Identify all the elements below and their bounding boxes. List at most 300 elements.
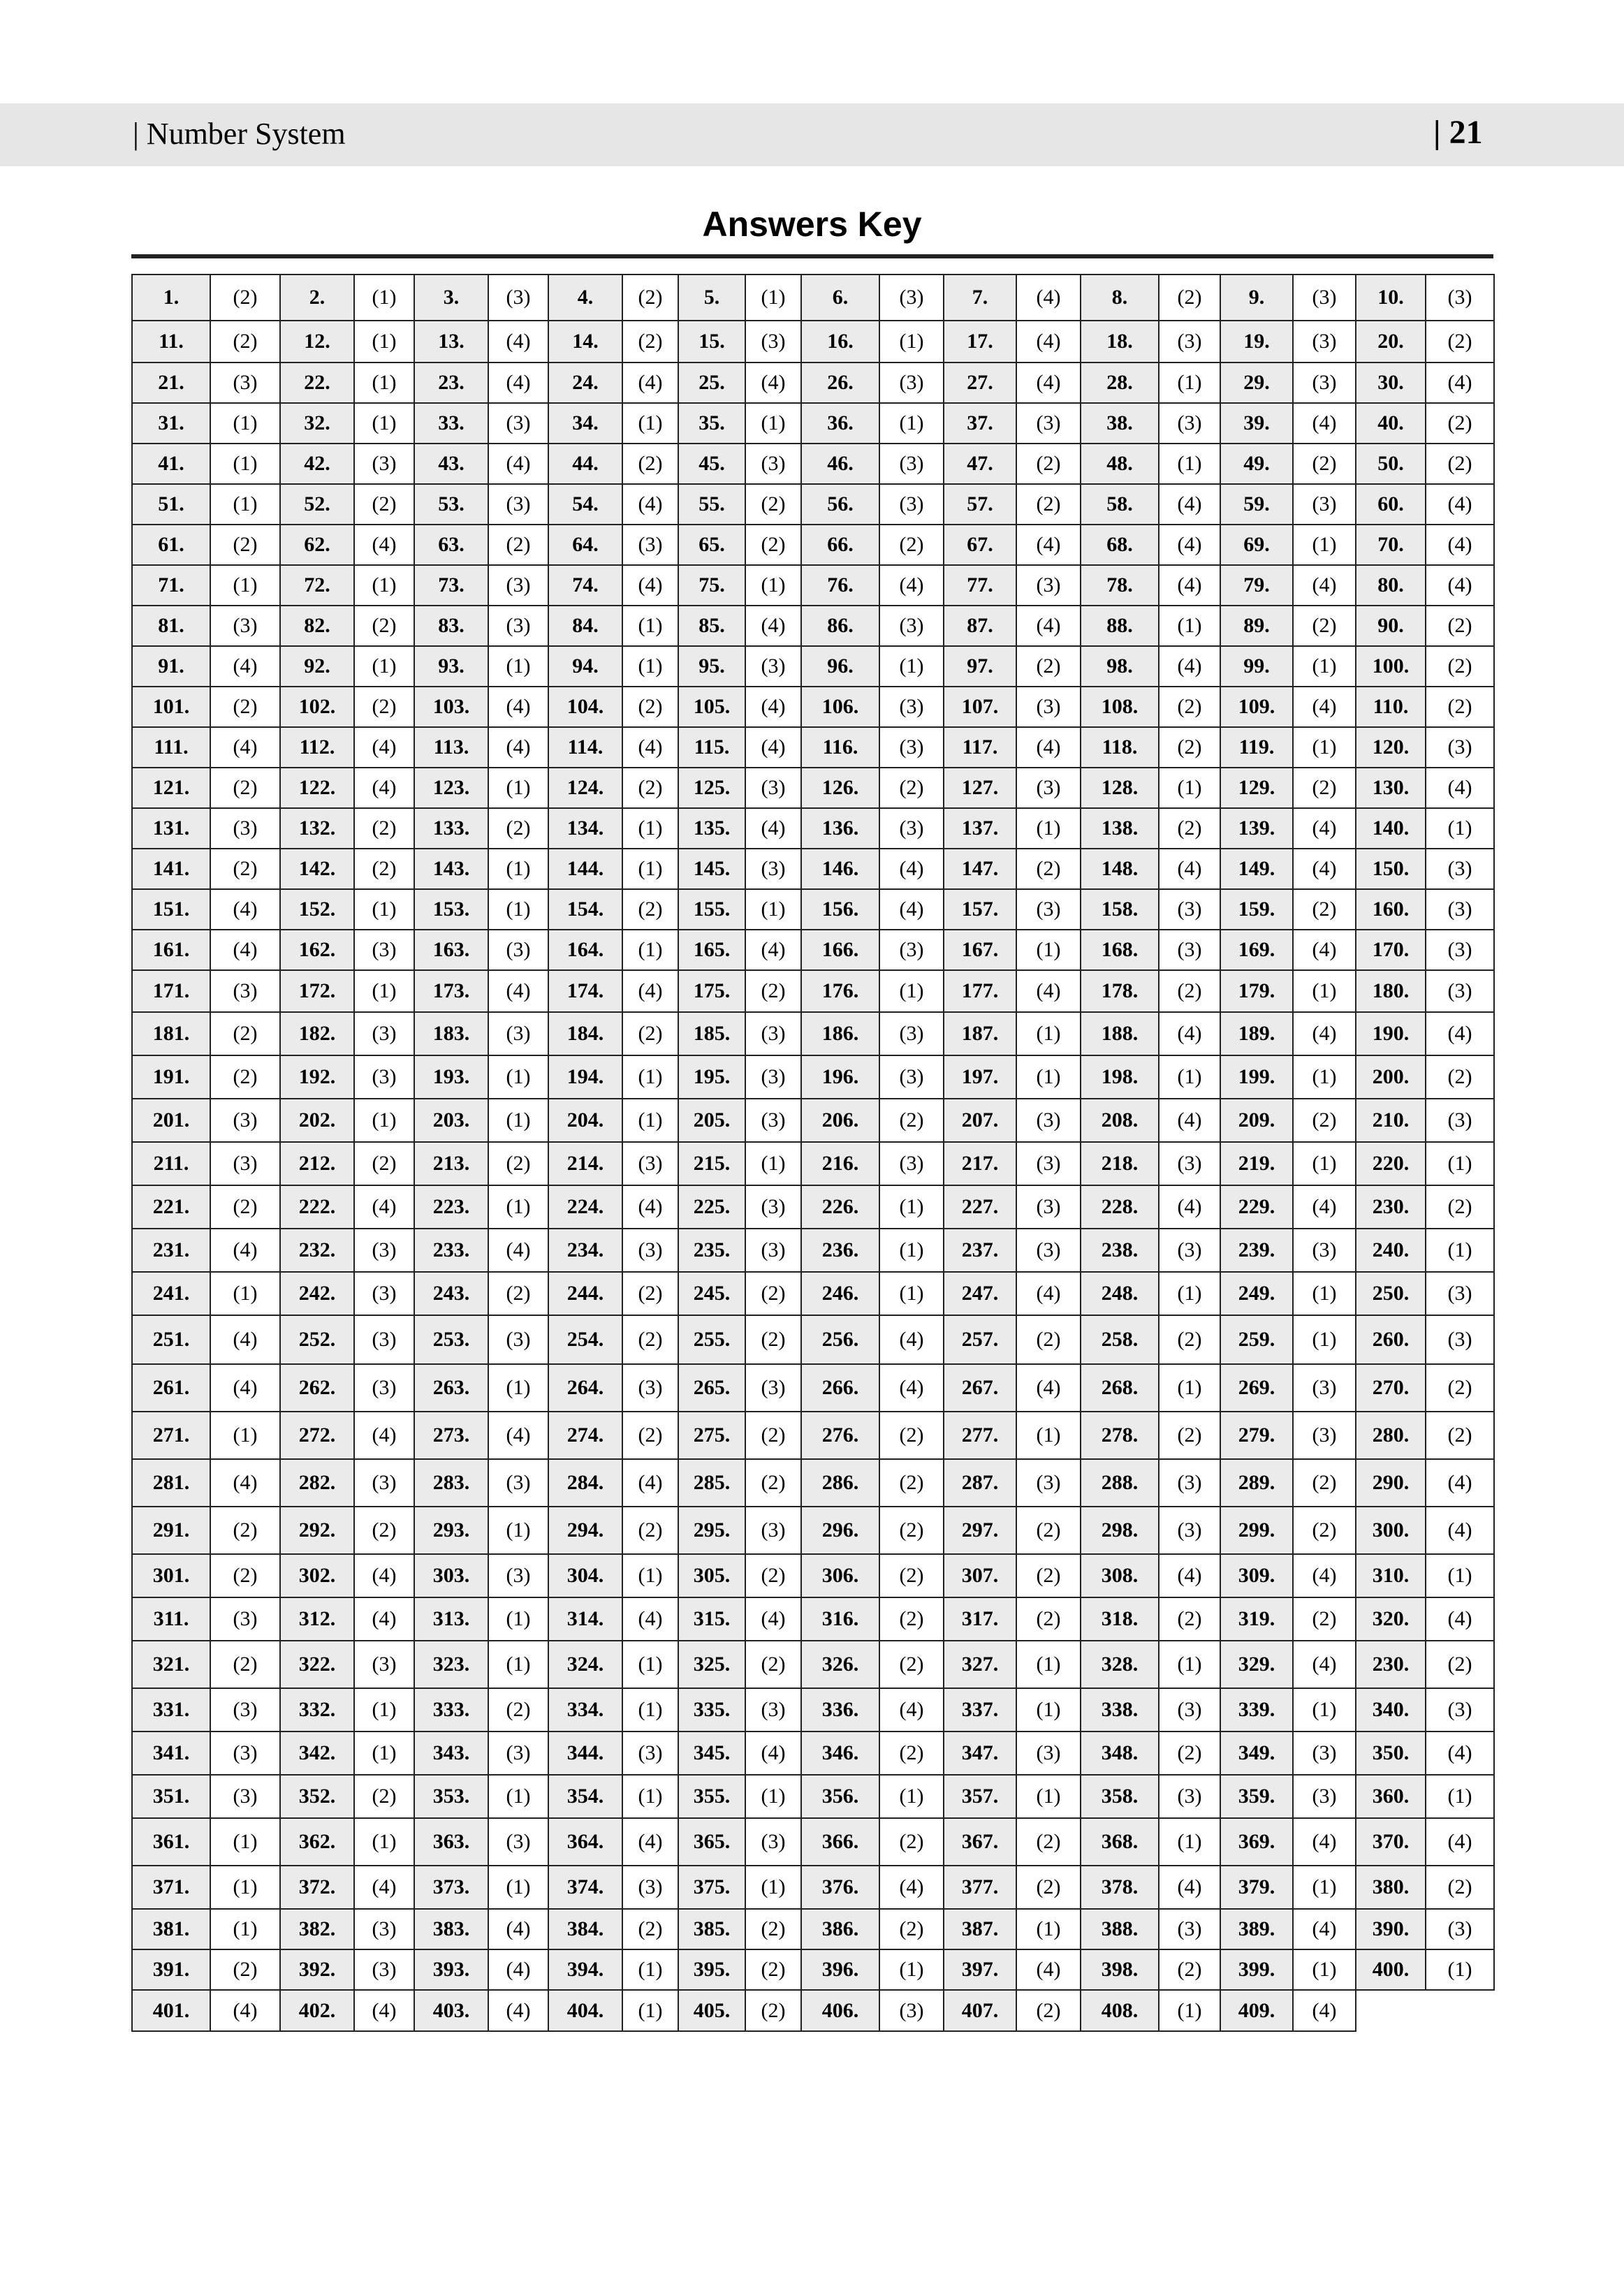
answer-option: (1) bbox=[488, 1507, 548, 1554]
answer-option: (1) bbox=[210, 1412, 280, 1459]
question-number: 191. bbox=[132, 1055, 210, 1099]
answer-option: (2) bbox=[622, 1272, 678, 1315]
question-number: 231. bbox=[132, 1229, 210, 1272]
answer-option: (2) bbox=[622, 687, 678, 727]
question-number: 8. bbox=[1081, 274, 1159, 321]
answer-option: (1) bbox=[879, 1229, 944, 1272]
answer-option: (3) bbox=[745, 1364, 801, 1412]
answer-option: (1) bbox=[354, 1688, 414, 1732]
question-number: 350. bbox=[1356, 1732, 1426, 1775]
answer-option: (3) bbox=[879, 606, 944, 646]
table-row bbox=[132, 727, 1494, 768]
answer-option: (2) bbox=[354, 606, 414, 646]
question-number: 164. bbox=[548, 930, 622, 970]
answer-option: (3) bbox=[622, 1142, 678, 1185]
question-number: 391. bbox=[132, 1949, 210, 1990]
table-row bbox=[132, 1315, 1494, 1364]
question-number: 373. bbox=[414, 1866, 488, 1909]
answer-option: (1) bbox=[354, 363, 414, 403]
answer-option: (2) bbox=[210, 687, 280, 727]
answer-option: (1) bbox=[210, 444, 280, 484]
question-number: 384. bbox=[548, 1909, 622, 1949]
question-number: 353. bbox=[414, 1775, 488, 1818]
question-number: 52. bbox=[280, 484, 354, 525]
question-number: 137. bbox=[944, 808, 1016, 849]
answer-option: (2) bbox=[622, 768, 678, 808]
question-number: 252. bbox=[280, 1315, 354, 1364]
question-number: 99. bbox=[1220, 646, 1293, 687]
answer-option: (1) bbox=[622, 1554, 678, 1597]
question-number: 356. bbox=[801, 1775, 879, 1818]
answer-option: (3) bbox=[1293, 484, 1356, 525]
question-number: 256. bbox=[801, 1315, 879, 1364]
question-number: 297. bbox=[944, 1507, 1016, 1554]
answer-option: (1) bbox=[1159, 1364, 1220, 1412]
question-number: 202. bbox=[280, 1099, 354, 1142]
answer-option: (4) bbox=[354, 1866, 414, 1909]
question-number: 28. bbox=[1081, 363, 1159, 403]
question-number: 368. bbox=[1081, 1818, 1159, 1866]
answer-option: (1) bbox=[1016, 930, 1081, 970]
answer-option: (3) bbox=[210, 1775, 280, 1818]
table-row bbox=[132, 1272, 1494, 1315]
answer-option: (2) bbox=[1159, 687, 1220, 727]
question-number: 271. bbox=[132, 1412, 210, 1459]
table-row bbox=[132, 1099, 1494, 1142]
answer-option: (3) bbox=[879, 808, 944, 849]
table-row bbox=[132, 1949, 1494, 1990]
question-number: 174. bbox=[548, 970, 622, 1012]
question-number: 246. bbox=[801, 1272, 879, 1315]
table-row bbox=[132, 1364, 1494, 1412]
answer-option: (2) bbox=[622, 274, 678, 321]
question-number: 106. bbox=[801, 687, 879, 727]
question-number: 382. bbox=[280, 1909, 354, 1949]
question-number: 41. bbox=[132, 444, 210, 484]
answer-option: (4) bbox=[1426, 768, 1494, 808]
answer-option: (3) bbox=[622, 525, 678, 565]
answer-option: (4) bbox=[1159, 1099, 1220, 1142]
answer-option: (1) bbox=[1016, 1012, 1081, 1055]
answer-option: (4) bbox=[1426, 1012, 1494, 1055]
answer-option: (3) bbox=[210, 1688, 280, 1732]
question-number: 177. bbox=[944, 970, 1016, 1012]
question-number: 366. bbox=[801, 1818, 879, 1866]
answer-option: (1) bbox=[1293, 1315, 1356, 1364]
answer-option: (1) bbox=[622, 930, 678, 970]
question-number: 243. bbox=[414, 1272, 488, 1315]
table-row bbox=[132, 1866, 1494, 1909]
answer-option: (4) bbox=[354, 1185, 414, 1229]
question-number: 260. bbox=[1356, 1315, 1426, 1364]
answer-option: (4) bbox=[1293, 1909, 1356, 1949]
question-number: 96. bbox=[801, 646, 879, 687]
answer-option: (3) bbox=[745, 1688, 801, 1732]
answer-option: (2) bbox=[1293, 1597, 1356, 1641]
answer-option: (2) bbox=[1293, 444, 1356, 484]
answer-option: (4) bbox=[488, 1229, 548, 1272]
answer-option: (1) bbox=[1426, 1229, 1494, 1272]
answer-option: (2) bbox=[210, 1949, 280, 1990]
answer-option: (2) bbox=[1159, 1315, 1220, 1364]
question-number: 58. bbox=[1081, 484, 1159, 525]
answer-option: (1) bbox=[1159, 606, 1220, 646]
answer-option: (2) bbox=[354, 1507, 414, 1554]
question-number: 10. bbox=[1356, 274, 1426, 321]
question-number: 121. bbox=[132, 768, 210, 808]
answer-option: (1) bbox=[488, 1866, 548, 1909]
question-number: 249. bbox=[1220, 1272, 1293, 1315]
answer-option: (2) bbox=[1016, 484, 1081, 525]
question-number: 119. bbox=[1220, 727, 1293, 768]
question-number: 141. bbox=[132, 849, 210, 889]
answer-option: (2) bbox=[1159, 808, 1220, 849]
question-number: 205. bbox=[678, 1099, 745, 1142]
question-number: 48. bbox=[1081, 444, 1159, 484]
answer-option: (3) bbox=[488, 1554, 548, 1597]
answer-option: (1) bbox=[879, 321, 944, 363]
question-number: 370. bbox=[1356, 1818, 1426, 1866]
question-number: 116. bbox=[801, 727, 879, 768]
answer-option: (1) bbox=[1159, 1818, 1220, 1866]
answer-option: (1) bbox=[210, 1272, 280, 1315]
question-number: 216. bbox=[801, 1142, 879, 1185]
question-number: 60. bbox=[1356, 484, 1426, 525]
answer-option: (4) bbox=[1293, 1641, 1356, 1688]
question-number: 275. bbox=[678, 1412, 745, 1459]
table-row bbox=[132, 970, 1494, 1012]
question-number: 267. bbox=[944, 1364, 1016, 1412]
answer-option: (3) bbox=[488, 1818, 548, 1866]
question-number: 140. bbox=[1356, 808, 1426, 849]
question-number: 237. bbox=[944, 1229, 1016, 1272]
question-number: 386. bbox=[801, 1909, 879, 1949]
answer-option: (2) bbox=[1293, 768, 1356, 808]
answer-option: (1) bbox=[1293, 970, 1356, 1012]
question-number: 334. bbox=[548, 1688, 622, 1732]
answer-option: (1) bbox=[622, 1688, 678, 1732]
answer-option: (4) bbox=[622, 970, 678, 1012]
answer-option: (4) bbox=[1293, 687, 1356, 727]
question-number: 318. bbox=[1081, 1597, 1159, 1641]
answer-option: (2) bbox=[1293, 889, 1356, 930]
question-number: 151. bbox=[132, 889, 210, 930]
answer-option: (3) bbox=[879, 484, 944, 525]
question-number: 155. bbox=[678, 889, 745, 930]
page-number: | 21 bbox=[1433, 114, 1483, 151]
answer-option: (3) bbox=[1426, 1315, 1494, 1364]
question-number: 64. bbox=[548, 525, 622, 565]
table-row bbox=[132, 1412, 1494, 1459]
question-number: 126. bbox=[801, 768, 879, 808]
answer-option: (3) bbox=[879, 444, 944, 484]
question-number: 57. bbox=[944, 484, 1016, 525]
question-number: 322. bbox=[280, 1641, 354, 1688]
answer-key-table bbox=[131, 274, 1495, 2032]
question-number: 240. bbox=[1356, 1229, 1426, 1272]
question-number: 27. bbox=[944, 363, 1016, 403]
answer-option: (2) bbox=[879, 1507, 944, 1554]
answer-option: (1) bbox=[622, 849, 678, 889]
question-number: 194. bbox=[548, 1055, 622, 1099]
question-number: 312. bbox=[280, 1597, 354, 1641]
answer-option: (3) bbox=[488, 403, 548, 444]
answer-option: (4) bbox=[488, 1909, 548, 1949]
question-number: 50. bbox=[1356, 444, 1426, 484]
question-number: 266. bbox=[801, 1364, 879, 1412]
question-number: 85. bbox=[678, 606, 745, 646]
answer-option: (2) bbox=[879, 1818, 944, 1866]
question-number: 72. bbox=[280, 565, 354, 606]
question-number: 398. bbox=[1081, 1949, 1159, 1990]
question-number: 396. bbox=[801, 1949, 879, 1990]
answer-option: (1) bbox=[210, 1909, 280, 1949]
question-number: 380. bbox=[1356, 1866, 1426, 1909]
question-number: 181. bbox=[132, 1012, 210, 1055]
question-number: 347. bbox=[944, 1732, 1016, 1775]
question-number: 55. bbox=[678, 484, 745, 525]
answer-option: (3) bbox=[745, 1099, 801, 1142]
table-row bbox=[132, 606, 1494, 646]
answer-option: (3) bbox=[1293, 1775, 1356, 1818]
answer-option: (2) bbox=[1293, 1459, 1356, 1507]
question-number: 311. bbox=[132, 1597, 210, 1641]
question-number: 298. bbox=[1081, 1507, 1159, 1554]
answer-option: (1) bbox=[488, 1597, 548, 1641]
answer-option: (3) bbox=[622, 1866, 678, 1909]
answer-option: (1) bbox=[488, 1641, 548, 1688]
answer-option: (3) bbox=[1016, 1142, 1081, 1185]
question-number: 387. bbox=[944, 1909, 1016, 1949]
question-number: 171. bbox=[132, 970, 210, 1012]
answer-option: (1) bbox=[622, 646, 678, 687]
question-number: 183. bbox=[414, 1012, 488, 1055]
question-number: 401. bbox=[132, 1990, 210, 2031]
question-number: 170. bbox=[1356, 930, 1426, 970]
answer-option: (2) bbox=[879, 1597, 944, 1641]
table-row bbox=[132, 1554, 1494, 1597]
question-number: 343. bbox=[414, 1732, 488, 1775]
answer-option: (4) bbox=[745, 1597, 801, 1641]
answer-option: (3) bbox=[1426, 970, 1494, 1012]
answer-option: (1) bbox=[879, 1949, 944, 1990]
question-number: 338. bbox=[1081, 1688, 1159, 1732]
answer-option: (2) bbox=[1293, 1507, 1356, 1554]
answer-option: (1) bbox=[879, 970, 944, 1012]
question-number: 306. bbox=[801, 1554, 879, 1597]
answer-option: (4) bbox=[1159, 1554, 1220, 1597]
question-number: 179. bbox=[1220, 970, 1293, 1012]
answer-option: (3) bbox=[210, 606, 280, 646]
answer-option: (2) bbox=[745, 970, 801, 1012]
question-number: 268. bbox=[1081, 1364, 1159, 1412]
answer-option: (4) bbox=[1426, 363, 1494, 403]
answer-option: (2) bbox=[1016, 444, 1081, 484]
answer-option: (3) bbox=[354, 1641, 414, 1688]
question-number: 209. bbox=[1220, 1099, 1293, 1142]
question-number: 90. bbox=[1356, 606, 1426, 646]
answer-option: (3) bbox=[622, 1364, 678, 1412]
question-number: 132. bbox=[280, 808, 354, 849]
table-row bbox=[132, 1507, 1494, 1554]
question-number: 328. bbox=[1081, 1641, 1159, 1688]
answer-option: (1) bbox=[1426, 1949, 1494, 1990]
answer-option: (4) bbox=[1159, 1185, 1220, 1229]
title-divider bbox=[131, 254, 1493, 258]
question-number: 134. bbox=[548, 808, 622, 849]
question-number: 185. bbox=[678, 1012, 745, 1055]
question-number: 61. bbox=[132, 525, 210, 565]
question-number: 383. bbox=[414, 1909, 488, 1949]
question-number: 1. bbox=[132, 274, 210, 321]
answer-option: (2) bbox=[745, 525, 801, 565]
question-number: 400. bbox=[1356, 1949, 1426, 1990]
answer-option: (4) bbox=[354, 525, 414, 565]
answer-option: (2) bbox=[879, 1554, 944, 1597]
answer-option: (3) bbox=[1016, 687, 1081, 727]
question-number: 305. bbox=[678, 1554, 745, 1597]
table-row bbox=[132, 1055, 1494, 1099]
question-number: 258. bbox=[1081, 1315, 1159, 1364]
answer-option: (2) bbox=[745, 1909, 801, 1949]
question-number: 56. bbox=[801, 484, 879, 525]
answer-option: (4) bbox=[1016, 321, 1081, 363]
answer-option: (1) bbox=[1159, 1272, 1220, 1315]
question-number: 232. bbox=[280, 1229, 354, 1272]
question-number: 276. bbox=[801, 1412, 879, 1459]
answer-option: (2) bbox=[879, 1412, 944, 1459]
question-number: 204. bbox=[548, 1099, 622, 1142]
question-number: 45. bbox=[678, 444, 745, 484]
question-number: 122. bbox=[280, 768, 354, 808]
answer-option: (2) bbox=[210, 274, 280, 321]
question-number: 88. bbox=[1081, 606, 1159, 646]
question-number: 70. bbox=[1356, 525, 1426, 565]
question-number: 74. bbox=[548, 565, 622, 606]
question-number: 23. bbox=[414, 363, 488, 403]
question-number: 251. bbox=[132, 1315, 210, 1364]
answer-option: (1) bbox=[488, 1775, 548, 1818]
answer-option: (3) bbox=[488, 1315, 548, 1364]
question-number: 165. bbox=[678, 930, 745, 970]
question-number: 105. bbox=[678, 687, 745, 727]
question-number: 163. bbox=[414, 930, 488, 970]
answer-option: (4) bbox=[354, 1597, 414, 1641]
answer-option: (2) bbox=[488, 1688, 548, 1732]
answer-option: (3) bbox=[488, 1459, 548, 1507]
answer-option: (3) bbox=[1426, 849, 1494, 889]
answer-option: (4) bbox=[210, 1364, 280, 1412]
question-number: 233. bbox=[414, 1229, 488, 1272]
answer-option: (2) bbox=[210, 1012, 280, 1055]
question-number: 406. bbox=[801, 1990, 879, 2031]
question-number: 295. bbox=[678, 1507, 745, 1554]
answer-option: (1) bbox=[1159, 768, 1220, 808]
answer-option: (4) bbox=[1426, 1459, 1494, 1507]
answer-option: (3) bbox=[745, 1012, 801, 1055]
answer-option: (4) bbox=[488, 1412, 548, 1459]
answer-option: (3) bbox=[354, 1229, 414, 1272]
answer-option: (3) bbox=[354, 1272, 414, 1315]
answer-option: (4) bbox=[354, 1554, 414, 1597]
table-row bbox=[132, 1775, 1494, 1818]
question-number: 20. bbox=[1356, 321, 1426, 363]
question-number: 303. bbox=[414, 1554, 488, 1597]
question-number: 158. bbox=[1081, 889, 1159, 930]
answer-option: (3) bbox=[1016, 768, 1081, 808]
question-number: 37. bbox=[944, 403, 1016, 444]
question-number: 336. bbox=[801, 1688, 879, 1732]
question-number: 409. bbox=[1220, 1990, 1293, 2031]
answer-option: (1) bbox=[488, 1055, 548, 1099]
question-number: 215. bbox=[678, 1142, 745, 1185]
question-number: 321. bbox=[132, 1641, 210, 1688]
answer-option: (2) bbox=[745, 1641, 801, 1688]
question-number: 389. bbox=[1220, 1909, 1293, 1949]
question-number: 178. bbox=[1081, 970, 1159, 1012]
answer-option: (4) bbox=[488, 687, 548, 727]
answer-option: (2) bbox=[879, 1909, 944, 1949]
answer-option: (2) bbox=[1426, 1364, 1494, 1412]
answer-option: (4) bbox=[1426, 1597, 1494, 1641]
question-number: 162. bbox=[280, 930, 354, 970]
answer-option: (3) bbox=[1293, 321, 1356, 363]
question-number: 332. bbox=[280, 1688, 354, 1732]
question-number: 139. bbox=[1220, 808, 1293, 849]
question-number: 160. bbox=[1356, 889, 1426, 930]
question-number: 73. bbox=[414, 565, 488, 606]
question-number: 15. bbox=[678, 321, 745, 363]
question-number: 203. bbox=[414, 1099, 488, 1142]
question-number: 3. bbox=[414, 274, 488, 321]
answer-option: (3) bbox=[1426, 1272, 1494, 1315]
answer-option: (3) bbox=[879, 1990, 944, 2031]
question-number: 259. bbox=[1220, 1315, 1293, 1364]
question-number: 67. bbox=[944, 525, 1016, 565]
answer-option: (2) bbox=[622, 1315, 678, 1364]
question-number: 212. bbox=[280, 1142, 354, 1185]
question-number: 92. bbox=[280, 646, 354, 687]
question-number: 4. bbox=[548, 274, 622, 321]
table-row bbox=[132, 1185, 1494, 1229]
answer-option: (1) bbox=[745, 274, 801, 321]
answer-option: (3) bbox=[210, 363, 280, 403]
answer-option: (2) bbox=[354, 808, 414, 849]
answer-option: (2) bbox=[1159, 1732, 1220, 1775]
answer-option: (2) bbox=[622, 1412, 678, 1459]
answer-option: (3) bbox=[1159, 1459, 1220, 1507]
answer-option: (1) bbox=[210, 1866, 280, 1909]
answer-option: (2) bbox=[210, 768, 280, 808]
question-number: 5. bbox=[678, 274, 745, 321]
question-number: 270. bbox=[1356, 1364, 1426, 1412]
answer-option: (4) bbox=[1016, 1949, 1081, 1990]
answer-option: (3) bbox=[1293, 274, 1356, 321]
question-number: 308. bbox=[1081, 1554, 1159, 1597]
answer-option: (1) bbox=[1426, 1775, 1494, 1818]
answer-option: (2) bbox=[488, 525, 548, 565]
question-number: 133. bbox=[414, 808, 488, 849]
answer-option: (1) bbox=[879, 403, 944, 444]
answer-option: (2) bbox=[1159, 1597, 1220, 1641]
answer-option: (2) bbox=[1016, 1818, 1081, 1866]
answer-option: (4) bbox=[1159, 849, 1220, 889]
section-title: | Number System bbox=[133, 117, 346, 151]
question-number: 349. bbox=[1220, 1732, 1293, 1775]
question-number: 242. bbox=[280, 1272, 354, 1315]
question-number: 31. bbox=[132, 403, 210, 444]
answer-option: (3) bbox=[1159, 889, 1220, 930]
